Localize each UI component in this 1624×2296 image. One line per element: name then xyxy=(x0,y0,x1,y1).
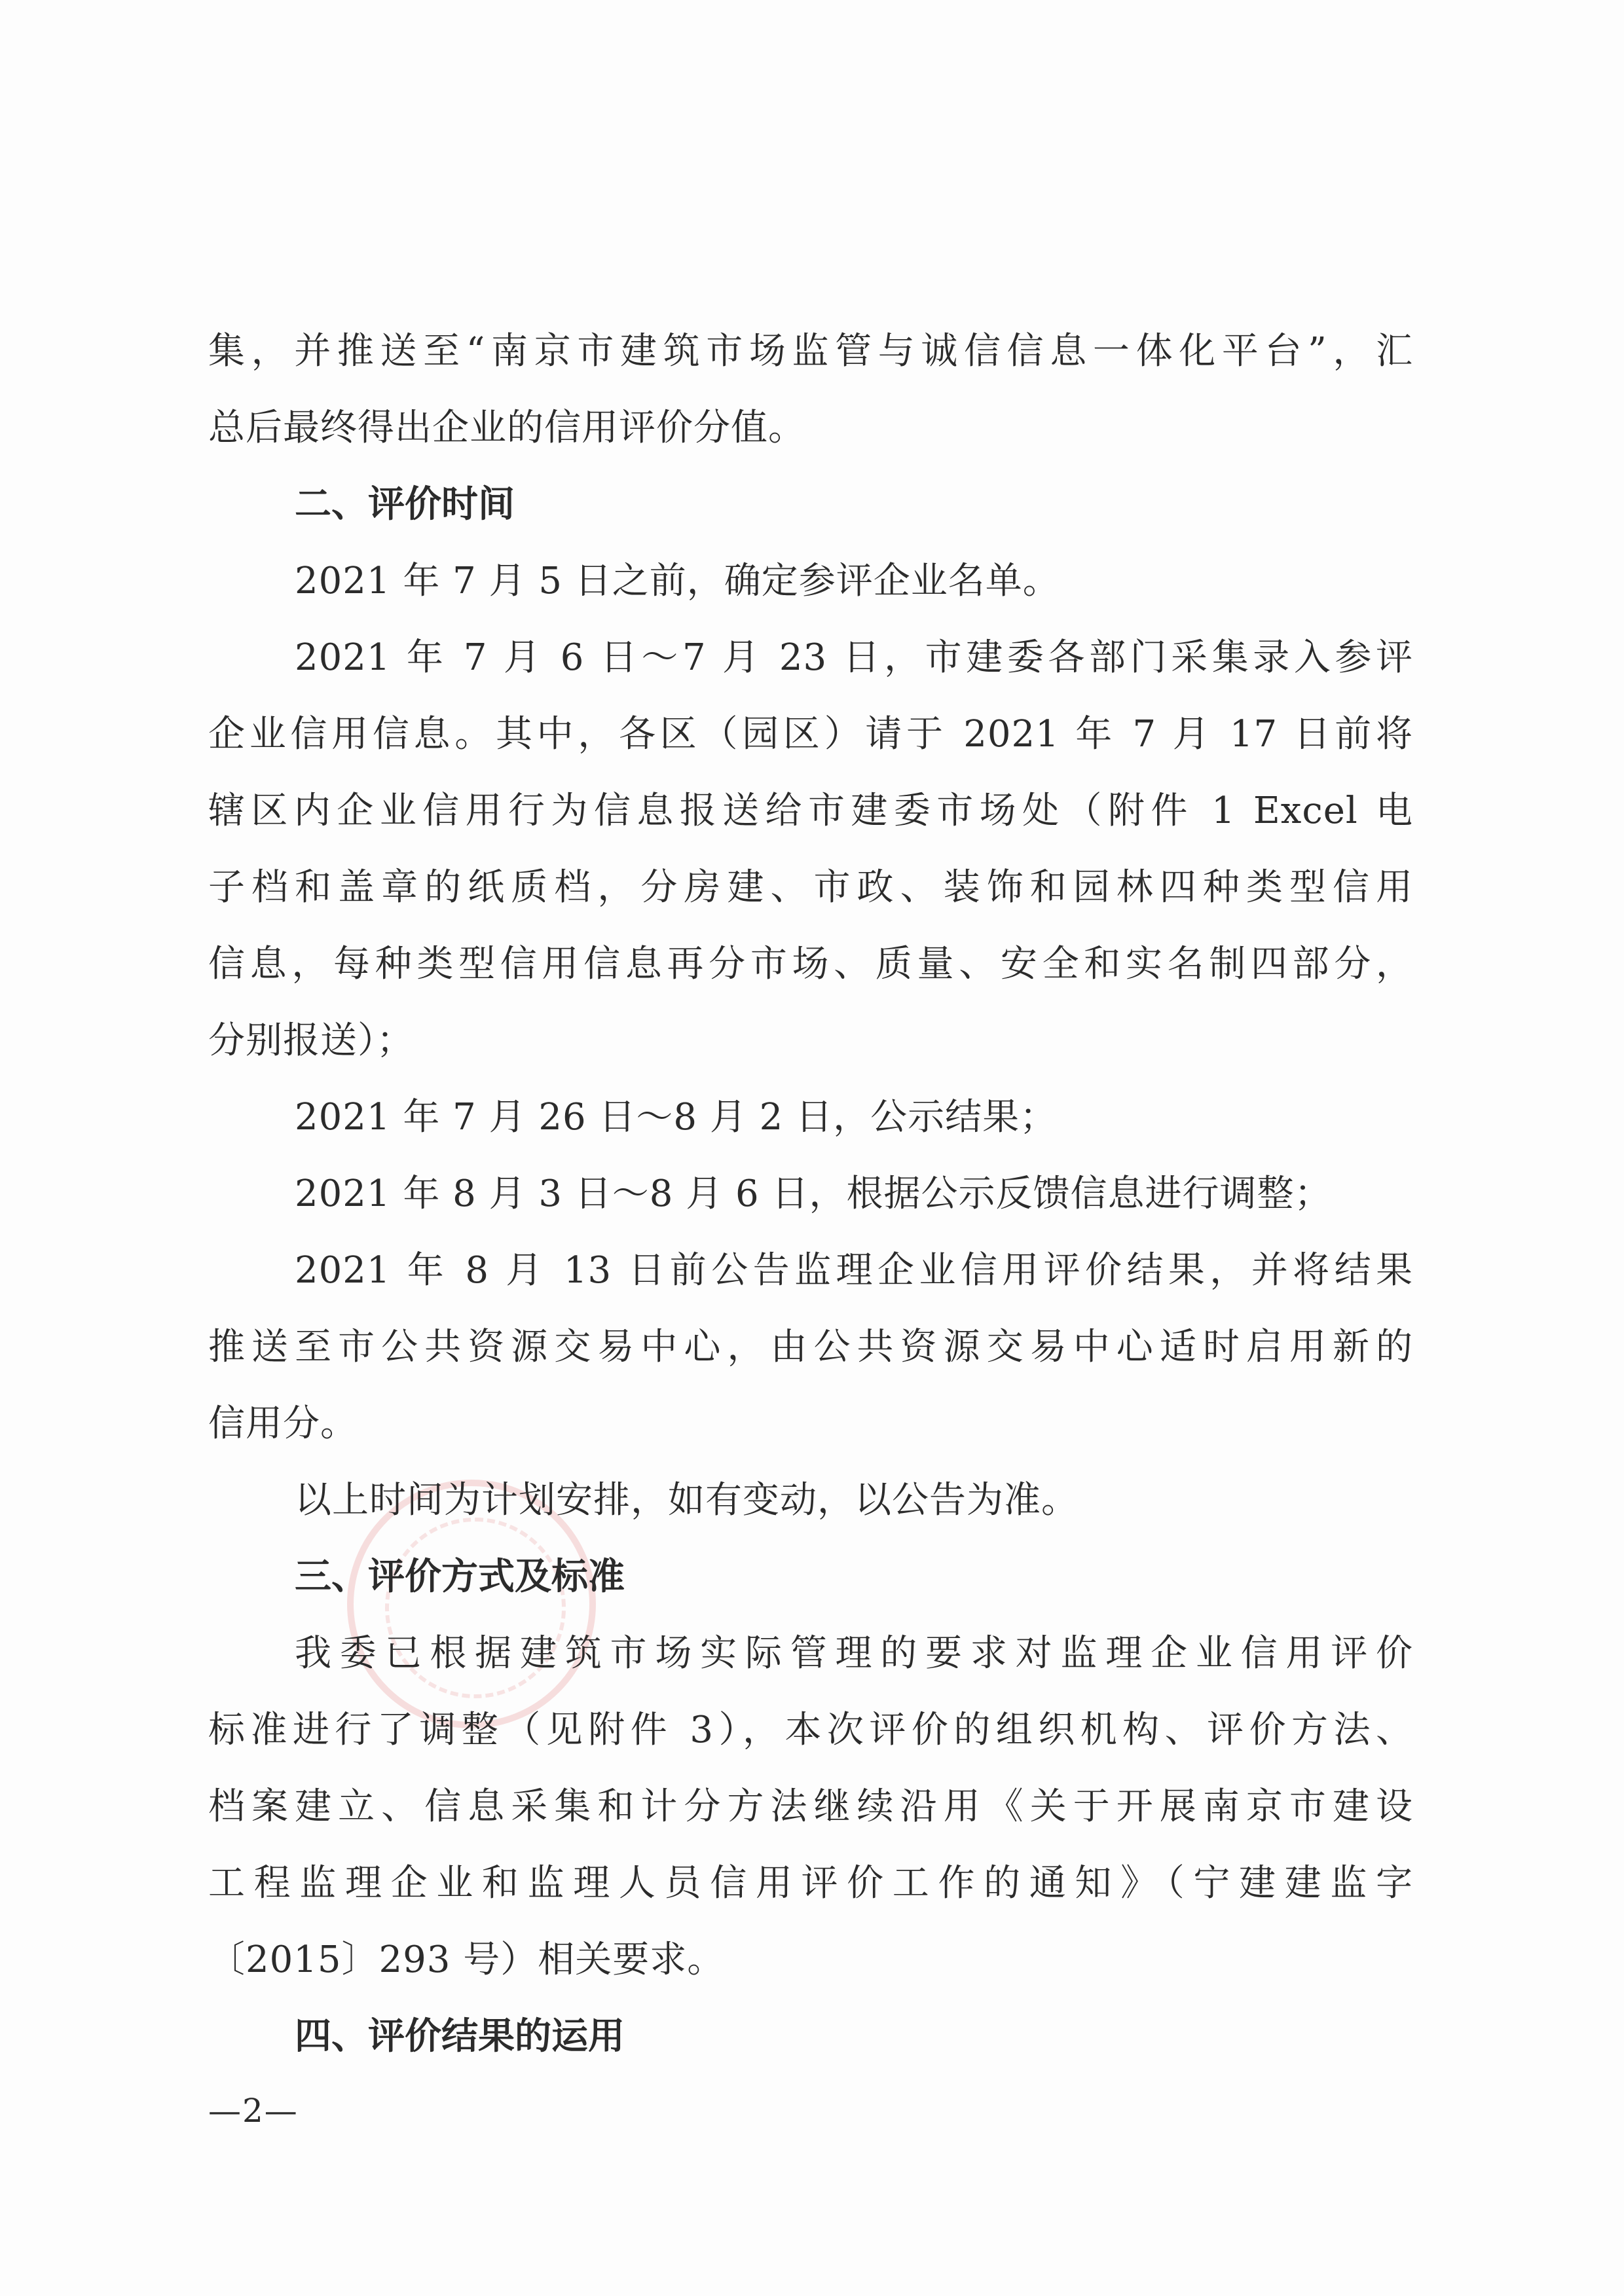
paragraph-line: 企业信用信息。其中，各区（园区）请于 2021 年 7 月 17 日前将 xyxy=(208,713,1413,756)
paragraph-line: 工程监理企业和监理人员信用评价工作的通知》（宁建建监字 xyxy=(208,1862,1413,1904)
paragraph-line: 推送至市公共资源交易中心，由公共资源交易中心适时启用新的 xyxy=(208,1326,1413,1368)
paragraph-line: 2021 年 7 月 26 日～8 月 2 日，公示结果； xyxy=(295,1096,1058,1139)
section-heading: 三、评价方式及标准 xyxy=(295,1556,625,1598)
paragraph-line: 2021 年 8 月 3 日～8 月 6 日，根据公示反馈信息进行调整； xyxy=(295,1173,1332,1215)
page-number: —2— xyxy=(208,2092,299,2130)
paragraph-line: 标准进行了调整（见附件 3），本次评价的组织机构、评价方法、 xyxy=(208,1709,1413,1751)
section-heading: 二、评价时间 xyxy=(295,483,515,526)
paragraph-line: 2021 年 7 月 5 日之前，确定参评企业名单。 xyxy=(295,560,1060,602)
paragraph-line: 〔2015〕293 号）相关要求。 xyxy=(208,1939,725,1981)
paragraph-line: 2021 年 8 月 13 日前公告监理企业信用评价结果，并将结果 xyxy=(295,1249,1413,1292)
paragraph-line: 我委已根据建筑市场实际管理的要求对监理企业信用评价 xyxy=(295,1632,1413,1675)
paragraph-line: 档案建立、信息采集和计分方法继续沿用《关于开展南京市建设 xyxy=(208,1785,1413,1828)
paragraph-line: 辖区内企业信用行为信息报送给市建委市场处（附件 1 Excel 电 xyxy=(208,790,1414,832)
paragraph-line: 子档和盖章的纸质档，分房建、市政、装饰和园林四种类型信用 xyxy=(208,866,1413,909)
paragraph-line: 信息，每种类型信用信息再分市场、质量、安全和实名制四部分， xyxy=(208,943,1413,985)
section-heading: 四、评价结果的运用 xyxy=(295,2015,625,2058)
paragraph-line: 2021 年 7 月 6 日～7 月 23 日，市建委各部门采集录入参评 xyxy=(295,636,1413,679)
paragraph-line: 分别报送）； xyxy=(208,1019,414,1062)
paragraph-line: 以上时间为计划安排，如有变动，以公告为准。 xyxy=(295,1479,1079,1522)
paragraph-line: 总后最终得出企业的信用评价分值。 xyxy=(208,407,805,449)
paragraph-line: 集，并推送至“南京市建筑市场监管与诚信信息一体化平台”，汇 xyxy=(208,330,1413,373)
paragraph-line: 信用分。 xyxy=(208,1402,358,1445)
document-body xyxy=(208,313,1413,2075)
